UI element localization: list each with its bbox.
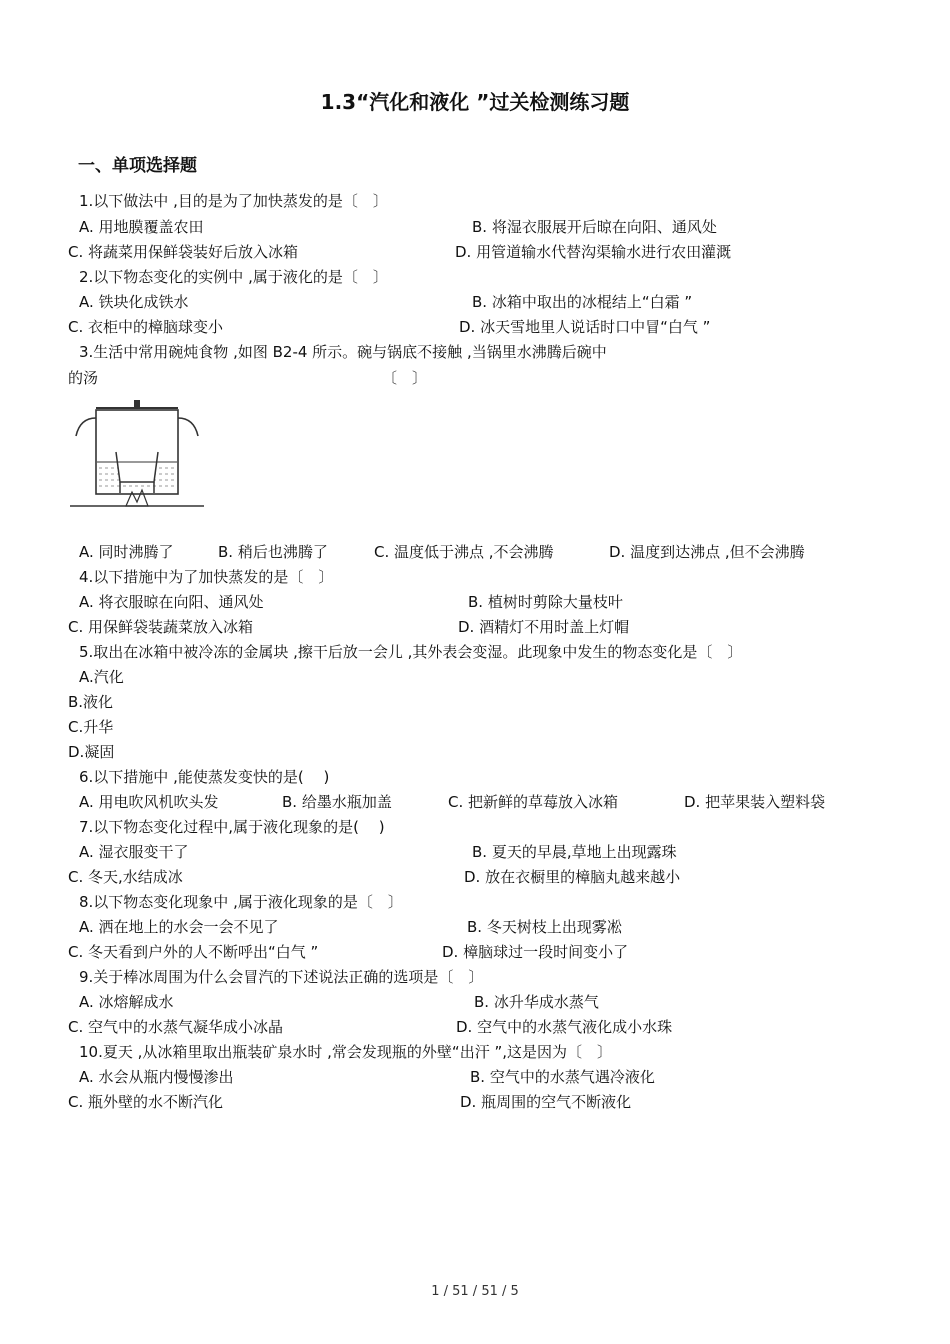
q6-option-b: B. 给墨水瓶加盖 [282, 793, 392, 811]
q6-option-c: C. 把新鲜的草莓放入冰箱 [448, 793, 619, 811]
q5-option-a: A.汽化 [79, 668, 124, 686]
flame-icon [126, 490, 148, 506]
q1-option-c: C. 将蔬菜用保鲜袋装好后放入冰箱 [68, 243, 299, 261]
q9-option-b: B. 冰升华成水蒸气 [474, 993, 599, 1011]
q2-option-c: C. 衣柜中的樟脑球变小 [68, 318, 224, 336]
q5-option-b: B.液化 [68, 693, 114, 711]
q8-option-b: B. 冬天树枝上出现雾凇 [467, 918, 622, 936]
q3-option-d: D. 温度到达沸点 ,但不会沸腾 [609, 543, 805, 561]
q7-stem: 7.以下物态变化过程中,属于液化现象的是( ) [79, 818, 385, 836]
q3-stem-continued: 的汤 [68, 369, 99, 387]
q1-option-d: D. 用管道输水代替沟渠输水进行农田灌溉 [455, 243, 732, 261]
q9-option-d: D. 空气中的水蒸气液化成小水珠 [456, 1018, 673, 1036]
pot-bowl-diagram [66, 396, 206, 508]
q4-stem: 4.以下措施中为了加快蒸发的是〔 〕 [79, 568, 334, 586]
q10-option-b: B. 空气中的水蒸气遇冷液化 [470, 1068, 655, 1086]
q2-option-d: D. 冰天雪地里人说话时口中冒“白气 ” [459, 318, 711, 336]
q5-option-d: D.凝固 [68, 743, 115, 761]
q7-option-a: A. 湿衣服变干了 [79, 843, 189, 861]
q10-stem: 10.夏天 ,从冰箱里取出瓶装矿泉水时 ,常会发现瓶的外壁“出汗 ”,这是因为〔 〕 [79, 1043, 613, 1061]
lid-knob [134, 400, 140, 407]
q6-stem: 6.以下措施中 ,能使蒸发变快的是( ) [79, 768, 330, 786]
q1-option-b: B. 将湿衣服展开后晾在向阳、通风处 [472, 218, 717, 236]
q2-stem: 2.以下物态变化的实例中 ,属于液化的是〔 〕 [79, 268, 388, 286]
q3-option-a: A. 同时沸腾了 [79, 543, 174, 561]
page-title: 1.3“汽化和液化 ”过关检测练习题 [320, 90, 630, 114]
q9-option-a: A. 冰熔解成水 [79, 993, 174, 1011]
q7-option-c: C. 冬天,水结成冰 [68, 868, 183, 886]
q8-option-a: A. 洒在地上的水会一会不见了 [79, 918, 279, 936]
q10-option-a: A. 水会从瓶内慢慢渗出 [79, 1068, 234, 1086]
q2-option-a: A. 铁块化成铁水 [79, 293, 189, 311]
q6-option-a: A. 用电吹风机吹头发 [79, 793, 219, 811]
q4-option-c: C. 用保鲜袋装蔬菜放入冰箱 [68, 618, 254, 636]
q3-option-c: C. 温度低于沸点 ,不会沸腾 [374, 543, 554, 561]
q9-option-c: C. 空气中的水蒸气凝华成小冰晶 [68, 1018, 284, 1036]
q7-option-d: D. 放在衣橱里的樟脑丸越来越小 [464, 868, 681, 886]
q9-stem: 9.关于棒冰周围为什么会冒汽的下述说法正确的选项是〔 〕 [79, 968, 484, 986]
pot-handle-right [178, 418, 198, 436]
q10-option-c: C. 瓶外壁的水不断汽化 [68, 1093, 224, 1111]
q8-stem: 8.以下物态变化现象中 ,属于液化现象的是〔 〕 [79, 893, 403, 911]
q5-stem: 5.取出在冰箱中被冷冻的金属块 ,擦干后放一会儿 ,其外表会变湿。此现象中发生的物态变化是〔 〕 [79, 643, 743, 661]
section-heading: 一、单项选择题 [78, 156, 197, 176]
pot-handle-left [76, 418, 96, 436]
q3-option-b: B. 稍后也沸腾了 [218, 543, 328, 561]
q2-option-b: B. 冰箱中取出的冰棍结上“白霜 ” [472, 293, 693, 311]
q7-option-b: B. 夏天的早晨,草地上出现露珠 [472, 843, 677, 861]
q8-option-d: D. 樟脑球过一段时间变小了 [442, 943, 629, 961]
q3-stem: 3.生活中常用碗炖食物 ,如图 B2-4 所示。碗与锅底不接触 ,当锅里水沸腾后碗中 [79, 343, 607, 361]
q1-stem: 1.以下做法中 ,目的是为了加快蒸发的是〔 〕 [79, 192, 388, 210]
q4-option-d: D. 酒精灯不用时盖上灯帽 [458, 618, 630, 636]
q8-option-c: C. 冬天看到户外的人不断呼出“白气 ” [68, 943, 319, 961]
q4-option-b: B. 植树时剪除大量枝叶 [468, 593, 623, 611]
page-number: 1 / 51 / 51 / 5 [431, 1284, 519, 1299]
q10-option-d: D. 瓶周围的空气不断液化 [460, 1093, 632, 1111]
bowl [116, 452, 158, 482]
q6-option-d: D. 把苹果装入塑料袋 [684, 793, 826, 811]
q1-option-a: A. 用地膜覆盖农田 [79, 218, 204, 236]
q5-option-c: C.升华 [68, 718, 114, 736]
q3-answer-bracket: 〔 〕 [382, 369, 428, 387]
q4-option-a: A. 将衣服晾在向阳、通风处 [79, 593, 264, 611]
